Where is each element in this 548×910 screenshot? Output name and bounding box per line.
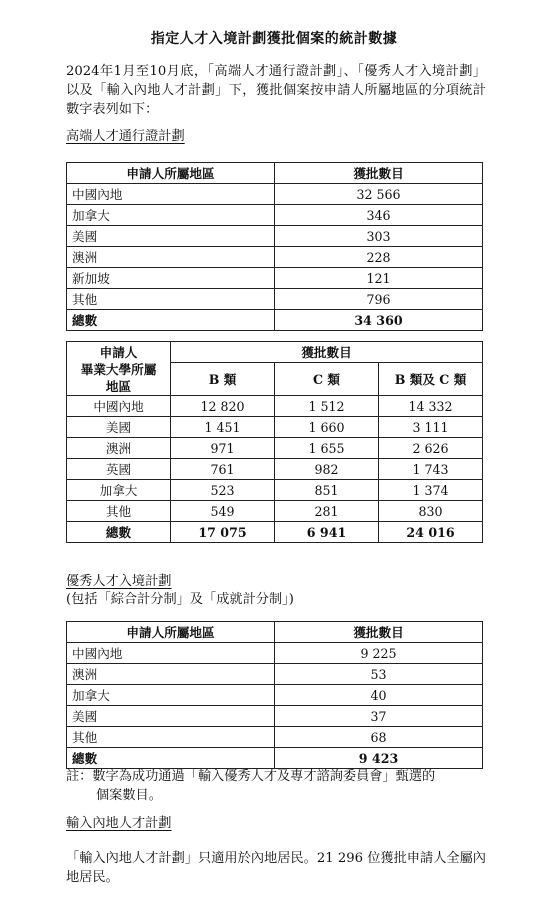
footnote-line-2: 個案數目。: [96, 788, 162, 803]
total-b: 17 075: [171, 522, 275, 543]
footnote-label: 註：: [66, 769, 93, 784]
region-cell: 美國: [67, 417, 171, 438]
table-row: [67, 247, 483, 268]
table-top-talent-by-region: [66, 162, 483, 331]
bc-cell: 2 626: [379, 438, 483, 459]
region-cell: 英國: [67, 459, 171, 480]
b-cell: 761: [171, 459, 275, 480]
header-approved-count: 獲批數目: [275, 163, 483, 184]
table-row: [67, 727, 483, 748]
region-cell: 美國: [67, 706, 275, 727]
bc-cell: 830: [379, 501, 483, 522]
total-bc: 24 016: [379, 522, 483, 543]
region-cell: 加拿大: [67, 480, 171, 501]
table-footnote: [66, 767, 486, 805]
table-header-row: [67, 622, 483, 643]
region-cell: 其他: [67, 727, 275, 748]
total-label: 總數: [67, 748, 275, 769]
count-cell: 37: [275, 706, 483, 727]
total-c: 6 941: [275, 522, 379, 543]
table-row: [67, 480, 483, 501]
header-approved-group: 獲批數目: [171, 342, 483, 363]
count-cell: 9 225: [275, 643, 483, 664]
table-total-row: [67, 310, 483, 331]
b-cell: 1 451: [171, 417, 275, 438]
header-category-c: C 類: [275, 363, 379, 396]
header-line: 畢業大學所屬: [80, 362, 157, 377]
total-count: 34 360: [275, 310, 483, 331]
c-cell: 1 512: [275, 396, 379, 417]
section-heading-top-talent-pass: 高端人才通行證計劃: [66, 129, 185, 144]
count-cell: 346: [275, 205, 483, 226]
table-row: [67, 226, 483, 247]
mainland-talents-paragraph: 「輸入內地人才計劃」只適用於內地居民。21 296 位獲批申請人全屬內地居民。: [66, 851, 486, 885]
b-cell: 549: [171, 501, 275, 522]
b-cell: 971: [171, 438, 275, 459]
table-row: [67, 289, 483, 310]
table-row: [67, 438, 483, 459]
total-label: 總數: [67, 310, 275, 331]
bc-cell: 1 374: [379, 480, 483, 501]
table-row: [67, 417, 483, 438]
region-cell: 美國: [67, 226, 275, 247]
bc-cell: 14 332: [379, 396, 483, 417]
table-row: [67, 396, 483, 417]
region-cell: 中國內地: [67, 184, 275, 205]
total-label: 總數: [67, 522, 171, 543]
region-cell: 澳洲: [67, 247, 275, 268]
table-total-row: [67, 748, 483, 769]
table-row: [67, 664, 483, 685]
intro-paragraph: 2024年1月至10月底，「高端人才通行證計劃」、「優秀人才入境計劃」以及「輸入內地人才計劃」下，獲批個案按申請人所屬地區的分項統計數字表列如下：: [66, 64, 486, 117]
count-cell: 228: [275, 247, 483, 268]
header-region: 申請人所屬地區: [67, 163, 275, 184]
section-heading-mainland-talents: 輸入內地人才計劃: [66, 816, 172, 831]
region-cell: 新加坡: [67, 268, 275, 289]
c-cell: 281: [275, 501, 379, 522]
footnote-line-1: 數字為成功通過「輸入優秀人才及專才諮詢委員會」甄選的: [92, 769, 436, 784]
header-line: 地區: [105, 379, 132, 394]
section-heading-quality-migrant: 優秀人才入境計劃: [66, 574, 172, 589]
region-cell: 其他: [67, 289, 275, 310]
table-row: [67, 643, 483, 664]
table-header-row: [67, 163, 483, 184]
page-title: 指定人才入境計劃獲批個案的統計數據: [150, 31, 398, 47]
count-cell: 68: [275, 727, 483, 748]
count-cell: 40: [275, 685, 483, 706]
table-row: [67, 706, 483, 727]
section-subheading-quality-migrant: (包括「綜合計分制」及「成就計分制」): [66, 592, 294, 607]
count-cell: 121: [275, 268, 483, 289]
header-region: 申請人所屬地區: [67, 622, 275, 643]
region-cell: 澳洲: [67, 664, 275, 685]
header-category-b: B 類: [171, 363, 275, 396]
table-total-row: [67, 522, 483, 543]
header-category-b-and-c: B 類及 C 類: [379, 363, 483, 396]
table-row: [67, 459, 483, 480]
header-line: 申請人: [99, 345, 138, 360]
table-row: [67, 501, 483, 522]
region-cell: 中國內地: [67, 643, 275, 664]
table-quality-migrant-by-region: [66, 621, 483, 769]
header-university-region: [67, 342, 171, 396]
count-cell: 796: [275, 289, 483, 310]
table-row: [67, 685, 483, 706]
table-row: [67, 205, 483, 226]
c-cell: 1 655: [275, 438, 379, 459]
bc-cell: 3 111: [379, 417, 483, 438]
b-cell: 12 820: [171, 396, 275, 417]
b-cell: 523: [171, 480, 275, 501]
bc-cell: 1 743: [379, 459, 483, 480]
c-cell: 851: [275, 480, 379, 501]
c-cell: 1 660: [275, 417, 379, 438]
table-header-row: [67, 342, 483, 363]
table-row: [67, 268, 483, 289]
region-cell: 中國內地: [67, 396, 171, 417]
region-cell: 其他: [67, 501, 171, 522]
region-cell: 澳洲: [67, 438, 171, 459]
region-cell: 加拿大: [67, 685, 275, 706]
table-top-talent-by-university-region: [66, 341, 483, 543]
count-cell: 53: [275, 664, 483, 685]
total-count: 9 423: [275, 748, 483, 769]
count-cell: 303: [275, 226, 483, 247]
count-cell: 32 566: [275, 184, 483, 205]
region-cell: 加拿大: [67, 205, 275, 226]
c-cell: 982: [275, 459, 379, 480]
header-approved-count: 獲批數目: [275, 622, 483, 643]
table-row: [67, 184, 483, 205]
